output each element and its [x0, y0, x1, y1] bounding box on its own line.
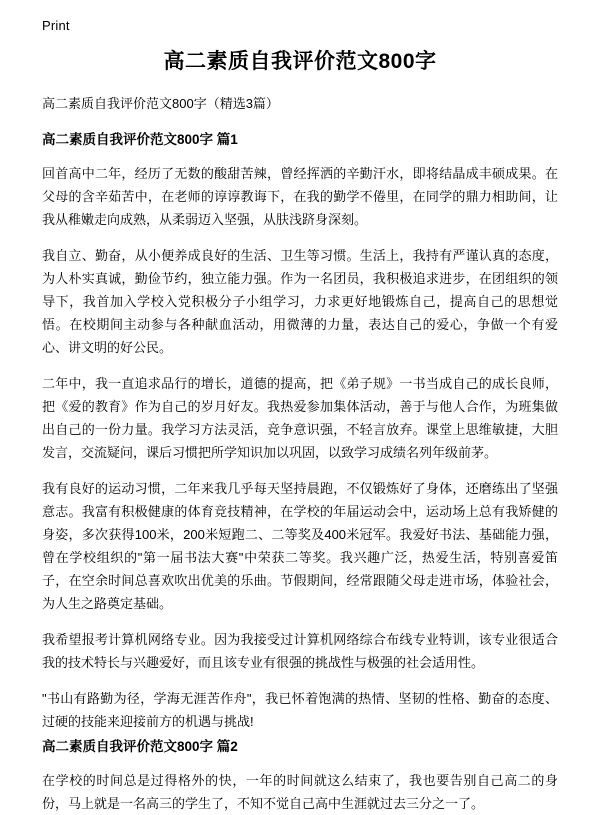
paragraph: 二年中，我一直追求品行的增长，道德的提高，把《弟子规》一书当成自己的成长良师，把《爱的教育》作为自己的岁月好友。我热爱参加集体活动，善于与他人合作，为班集做出自己的一份力量。我学习方法灵活，竞争意识强，不轻言放弃。课堂上思维敏捷，大胆发言，交流疑问，课后习惯把所学知识加以巩固，以致学习成绩名列年级前茅。 — [42, 376, 558, 460]
page-title: 高二素质自我评价范文800字 — [163, 50, 437, 73]
document-section-2 — [42, 737, 558, 815]
document-subtitle: 高二素质自我评价范文800字（精选3篇） — [42, 96, 279, 111]
paragraph: 我有良好的运动习惯，二年来我几乎每天坚持晨跑，不仅锻炼好了身体，还磨练出了坚强意志。我富有积极健康的体育竞技精神，在学校的年届运动会中，运动场上总有我矫健的身姿，多次获得100米，200米短跑二、二等奖及400米冠军。我爱好书法、基础能力强，曾在学校组织的"第一届书法大赛"中荣获二等奖。我兴趣广泛，热爱生活，特别喜爱笛子，在空余时间总喜欢吹出优美的乐曲。节假期间，经常跟随父母走进市场，体验社会，为人生之路奠定基础。 — [42, 481, 558, 611]
paragraph: "书山有路勤为径，学海无涯苦作舟"，我已怀着饱满的热情、坚韧的性格、勤奋的态度、过硬的技能来迎接前方的机遇与挑战! — [42, 691, 558, 729]
paragraph: 在学校的时间总是过得格外的快，一年的时间就这么结束了，我也要告别自己高二的身份，马上就是一名高三的学生了，不知不觉自己高中生涯就过去三分之一了。 — [42, 773, 558, 811]
document-section-1 — [42, 130, 558, 733]
section-heading-2: 高二素质自我评价范文800字 篇2 — [42, 739, 238, 754]
print-label[interactable]: Print — [42, 18, 70, 33]
section-heading-1: 高二素质自我评价范文800字 篇1 — [42, 132, 238, 147]
paragraph: 回首高中二年，经历了无数的酸甜苦辣，曾经挥洒的辛勤汗水，即将结晶成丰硕成果。在父母的含辛茹苦中，在老师的谆谆教诲下，在我的勤学不倦里，在同学的鼎力相助间，让我从稚嫩走向成熟，从柔弱迈入坚强，从肤浅跻身深刻。 — [42, 166, 558, 227]
paragraph: 我自立、勤奋，从小便养成良好的生活、卫生等习惯。生活上，我持有严谨认真的态度，为人朴实真诚，勤俭节约，独立能力强。作为一名团员，我积极追求进步，在团组织的领导下，我首加入学校入党积极分子小组学习，力求更好地锻炼自己，提高自己的思想觉悟。在校期间主动参与各种献血活动，用微薄的力量，表达自己的爱心，争做一个有爱心、讲文明的好公民。 — [42, 248, 558, 355]
paragraph: 我希望报考计算机网络专业。因为我接受过计算机网络综合布线专业特训，该专业很适合我的技术特长与兴趣爱好，而且该专业有很强的挑战性与极强的社会适用性。 — [42, 632, 558, 670]
